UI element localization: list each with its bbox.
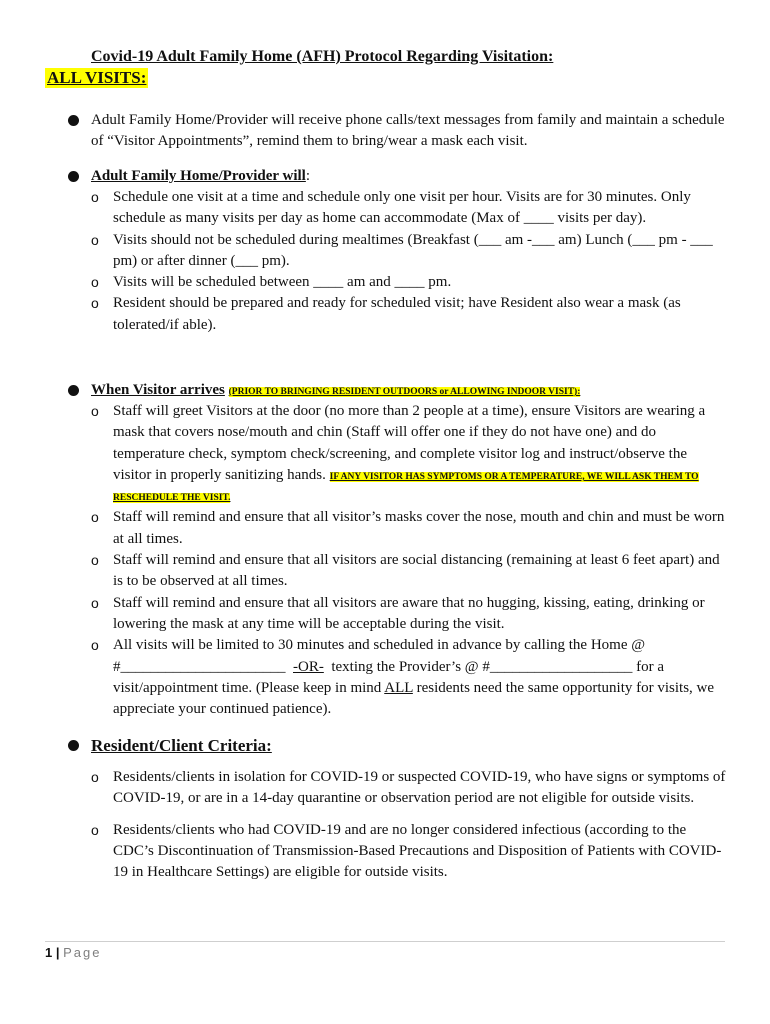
footer-separator: | — [55, 945, 60, 960]
bullet-icon — [68, 171, 79, 182]
list-item-text: Schedule one visit at a time and schedule only one visit per hour. Visits are for 30 minutes. Only schedule as many visits per day as home can accommodate (Max of ____ visits per day). — [113, 189, 691, 227]
provider-will-heading: Adult Family Home/Provider will — [91, 168, 306, 184]
page-label: Page — [63, 945, 102, 960]
footer-divider — [45, 941, 725, 942]
sub-bullet-icon: o — [91, 231, 99, 248]
page-number: 1 — [45, 945, 53, 960]
section-heading — [91, 380, 728, 401]
sub-bullet-icon: o — [91, 403, 99, 419]
list-item — [68, 635, 728, 720]
section-heading — [91, 734, 728, 757]
list-item — [68, 550, 728, 593]
section-visitor-arrives — [68, 380, 728, 720]
list-item-text: Visits should not be scheduled during mealtimes (Breakfast (___ am -___ am) Lunch (___ pm - ___ pm) or after dinner (___ pm). — [113, 231, 713, 269]
sub-bullet-icon: o — [91, 821, 99, 838]
all-text: ALL — [384, 679, 413, 696]
list-item — [68, 272, 728, 293]
list-item-text: Staff will greet Visitors at the door (no more than 2 people at a time), ensure Visitors are wearing a mask that covers nose/mouth and chin (Staff will offer one if they do not have one) and do temperature check, symptom check/screening, and complete visitor log and instruct/observe the visitor in properly sanitizing hands. — [113, 403, 706, 483]
resident-criteria-heading: Resident/Client Criteria: — [91, 736, 272, 755]
list-item-text: Staff will remind and ensure that all visitors are social distancing (remaining at least 6 feet apart) and is to be observed at all times. — [113, 552, 720, 590]
highlight-note: (PRIOR TO BRINGING RESIDENT OUTDOORS or ALLOWING INDOOR VISIT): — [228, 387, 581, 397]
list-item — [68, 593, 728, 636]
section-provider-will — [68, 166, 728, 336]
list-item-text: Staff will remind and ensure that all visitor’s masks cover the nose, mouth and chin and must be worn at all times. — [113, 509, 725, 547]
bullet-icon — [68, 115, 79, 126]
bullet-icon — [68, 740, 79, 751]
or-text: -OR- — [293, 658, 324, 675]
document-title: Covid-19 Adult Family Home (AFH) Protocol Regarding Visitation: — [91, 48, 554, 65]
list-item — [68, 187, 728, 230]
list-item-text: Residents/clients who had COVID-19 and are no longer considered infectious (according to the CDC’s Discontinuation of Transmission-Based Precautions and Disposition of Patients with COVID-19 in Healthcare Settings) are eligible for outside visits. — [113, 821, 722, 881]
sub-bullet-icon: o — [91, 769, 99, 785]
list-item — [68, 230, 728, 273]
list-item — [68, 507, 728, 550]
list-item-text: residents need the same opportunity for visits, we appreciate your continued patience). — [113, 679, 715, 718]
list-item — [68, 820, 728, 884]
list-item-text: Resident should be prepared and ready for scheduled visit; have Resident also wear a mask (as tolerated/if able). — [113, 295, 681, 333]
page-footer — [45, 945, 102, 960]
list-item-text: Residents/clients in isolation for COVID-19 or suspected COVID-19, who have signs or symptoms of COVID-19, or are in a 14-day quarantine or observation period are not eligible for outside visits. — [113, 769, 726, 807]
sub-bullet-icon: o — [91, 552, 99, 569]
section-text: Adult Family Home/Provider will receive phone calls/text messages from family and maintain a schedule of “Visitor Appointments”, remind them to bring/wear a mask each visit. — [91, 112, 725, 149]
section-resident-criteria — [68, 734, 728, 883]
section-phone-calls — [68, 110, 728, 152]
list-item — [68, 293, 728, 336]
sub-bullet-icon: o — [91, 189, 99, 205]
sub-bullet-icon: o — [91, 274, 99, 291]
sub-bullet-icon: o — [91, 295, 99, 312]
list-item-text: Staff will remind and ensure that all visitors are aware that no hugging, kissing, eating, drinking or lowering the mask at any time will be acceptable during the visit. — [113, 594, 705, 632]
list-item-text: All visits will be limited to 30 minutes and scheduled in advance by calling the Home @ #______________________ — [113, 637, 646, 675]
heading-colon: : — [305, 168, 311, 184]
list-item-text: texting the Provider’s @ #___________________ for a visit/appointment time. (Please keep in mind — [113, 658, 664, 696]
sub-bullet-icon: o — [91, 637, 99, 654]
sub-bullet-icon: o — [91, 509, 99, 526]
list-item — [68, 767, 728, 810]
provider-will-list — [68, 187, 728, 336]
bullet-icon — [68, 385, 79, 396]
section-heading — [91, 166, 728, 187]
visitor-arrives-list — [68, 401, 728, 720]
list-item-text: Visits will be scheduled between ____ am and ____ pm. — [113, 274, 452, 291]
list-item — [68, 401, 728, 507]
symptom-warning-note: IF ANY VISITOR HAS SYMPTOMS OR A TEMPERATURE, WE WILL ASK THEM TO RESCHEDULE THE VISIT. — [113, 471, 699, 504]
visitor-arrives-heading: When Visitor arrives — [91, 382, 225, 398]
sub-bullet-icon: o — [91, 594, 99, 611]
all-visits-heading: ALL VISITS: — [47, 68, 147, 87]
resident-criteria-list — [68, 767, 728, 883]
